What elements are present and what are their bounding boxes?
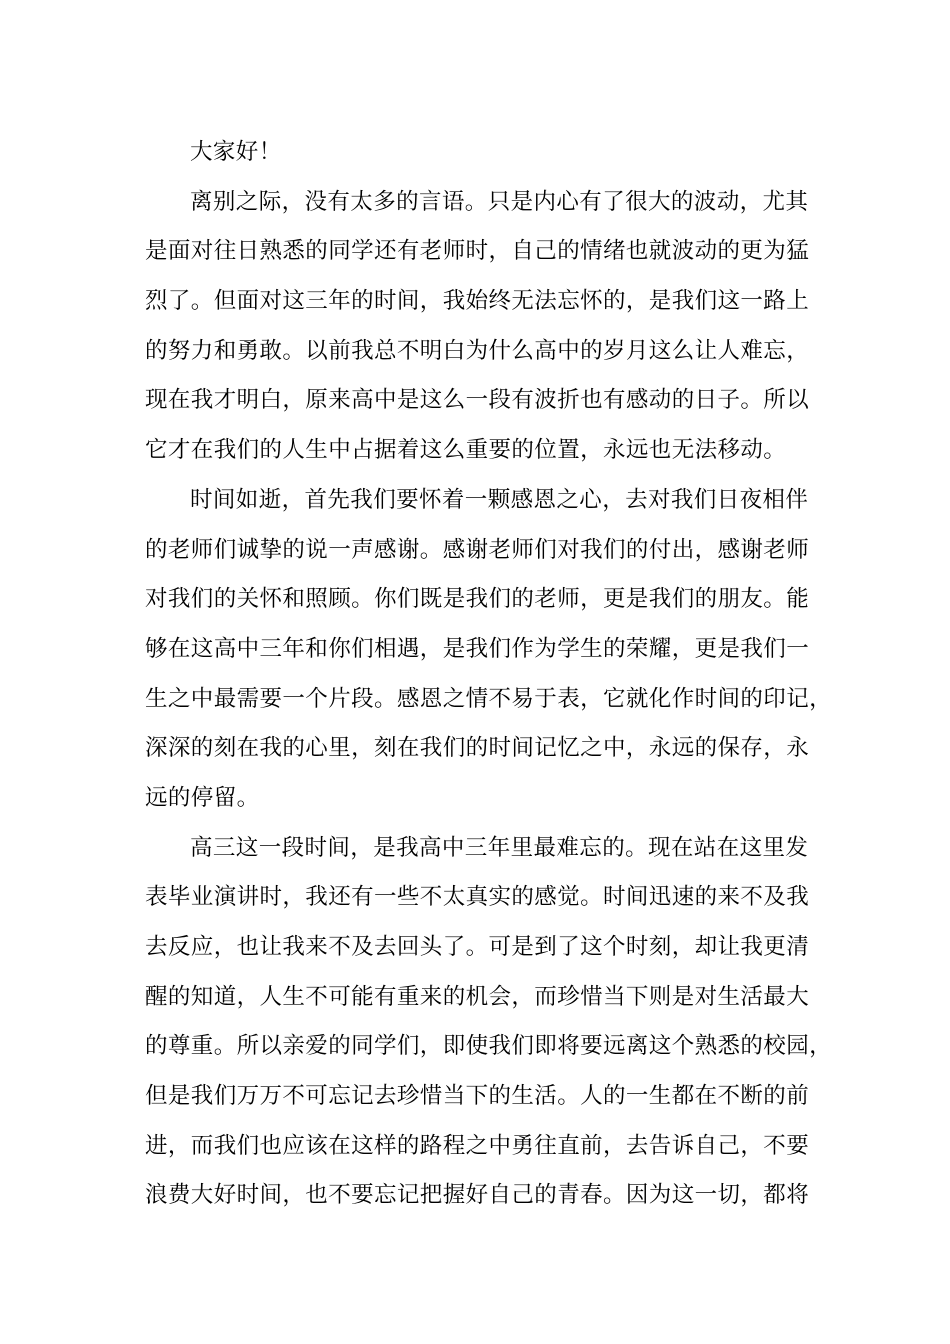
text-line: 进，而我们也应该在这样的路程之中勇往直前，去告诉自己，不要 — [145, 1132, 810, 1159]
text-line: 远的停留。 — [145, 784, 260, 811]
text-line: 它才在我们的人生中占据着这么重要的位置，永远也无法移动。 — [145, 437, 787, 464]
text-line: 生之中最需要一个片段。感恩之情不易于表，它就化作时间的印记， — [145, 685, 833, 712]
paragraph-first-line: 离别之际，没有太多的言语。只是内心有了很大的波动，尤其 — [190, 188, 809, 215]
text-line: 醒的知道，人生不可能有重来的机会，而珍惜当下则是对生活最大 — [145, 983, 810, 1010]
text-line: 够在这高中三年和你们相遇，是我们作为学生的荣耀，更是我们一 — [145, 635, 810, 662]
paragraph-first-line: 大家好！ — [190, 139, 282, 165]
text-line: 的努力和勇敢。以前我总不明白为什么高中的岁月这么让人难忘， — [145, 337, 810, 364]
text-line: 对我们的关怀和照顾。你们既是我们的老师，更是我们的朋友。能 — [145, 586, 810, 613]
text-line: 烈了。但面对这三年的时间，我始终无法忘怀的，是我们这一路上 — [145, 288, 810, 315]
paragraph-first-line: 时间如逝，首先我们要怀着一颗感恩之心，去对我们日夜相伴 — [190, 486, 809, 513]
speech-text-body — [145, 128, 833, 1221]
text-line: 但是我们万万不可忘记去珍惜当下的生活。人的一生都在不断的前 — [145, 1083, 810, 1110]
text-line: 的老师们诚挚的说一声感谢。感谢老师们对我们的付出，感谢老师 — [145, 536, 810, 563]
text-line: 的尊重。所以亲爱的同学们，即使我们即将要远离这个熟悉的校园， — [145, 1033, 833, 1060]
text-line: 表毕业演讲时，我还有一些不太真实的感觉。时间迅速的来不及我 — [145, 884, 810, 911]
text-line: 浪费大好时间，也不要忘记把握好自己的青春。因为这一切，都将 — [145, 1182, 810, 1209]
text-line: 深深的刻在我的心里，刻在我们的时间记忆之中，永远的保存，永 — [145, 735, 810, 762]
paragraph-first-line: 高三这一段时间，是我高中三年里最难忘的。现在站在这里发 — [190, 834, 809, 861]
text-line: 去反应，也让我来不及去回头了。可是到了这个时刻，却让我更清 — [145, 934, 810, 960]
text-line: 现在我才明白，原来高中是这么一段有波折也有感动的日子。所以 — [145, 387, 810, 414]
text-line: 是面对往日熟悉的同学还有老师时，自己的情绪也就波动的更为猛 — [145, 238, 810, 265]
